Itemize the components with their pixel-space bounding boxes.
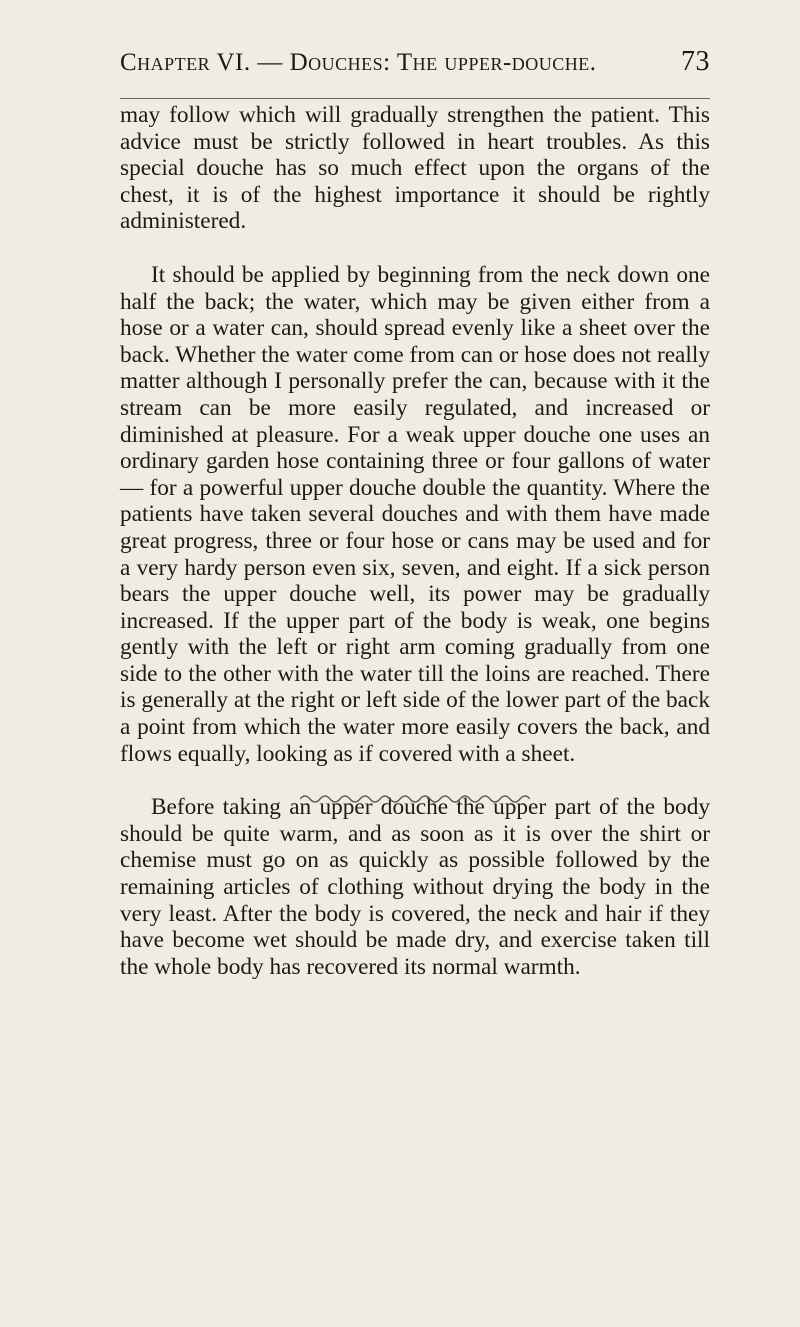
chapter-title: Chapter VI. — Douches: The upper-douche.	[120, 49, 597, 76]
paragraph-3: Before taking an upper douche the upper part of the body should be quite warm, and as soon as it is over the shirt or chemise must go on as quickly as possible followed by the remaining articles of clothing without drying the body in the very least. After the body is covered, the neck and hair if they have become wet should be made dry, and exercise taken till the whole body has recovered its normal warmth.	[120, 794, 710, 980]
page-number: 73	[681, 46, 710, 77]
header-rule	[120, 98, 710, 99]
running-head	[120, 46, 710, 86]
body-text	[120, 102, 710, 980]
paragraph-2: It should be applied by beginning from the neck down one half the back; the water, which may be given either from a hose or a water can, should spread evenly like a sheet over the back. Whether the water come from can or hose does not really matter although I personally prefer the can, because with it the stream can be more easily regulated, and increased or diminished at pleasure. For a weak upper douche one uses an ordinary garden hose containing three or four gallons of water — for a powerful upper douche double the quantity. Where the patients have taken several douches and with them have made great progress, three or four hose or cans may be used and for a very hardy person even six, seven, and eight. If a sick person bears the upper douche well, its power may be gradually increased. If the upper part of the body is weak, one begins gently with the left or right arm coming gradually from one side to the other with the water till the loins are reached. There is generally at the right or left side of the lower part of the back a point from which the water more easily covers the back, and flows equally, looking as if covered with a sheet.	[120, 261, 710, 767]
wavy-line-ornament	[300, 792, 530, 806]
paragraph-1: may follow which will gradually strengthen the patient. This advice must be strictly followed in heart troubles. As this special douche has so much effect upon the organs of the chest, it is of the highest importance it should be rightly administered.	[120, 102, 710, 235]
